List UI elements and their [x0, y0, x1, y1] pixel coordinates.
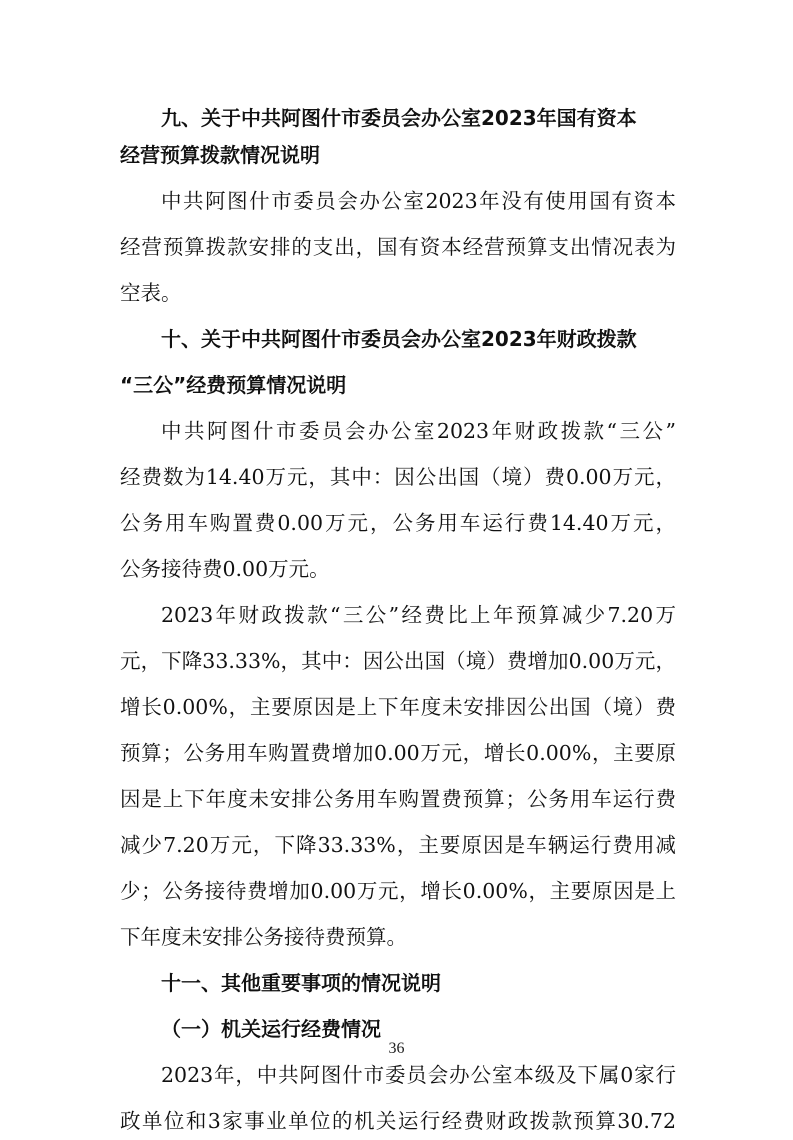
- document-page: [120, 100, 676, 1140]
- section-10-para-2-line: 2023年财政拨款“三公”经费比上年预算减少7.20万: [161, 603, 676, 627]
- section-10-para-2-line: 因是上下年度未安排公务用车购置费预算；公务用车运行费: [120, 787, 676, 811]
- section-10-para-2-line: 预算；公务用车购置费增加0.00万元，增长0.00%，主要原: [120, 741, 676, 765]
- section-9-body-line: 中共阿图什市委员会办公室2023年没有使用国有资本: [161, 189, 676, 213]
- section-10-para-1-line: 中共阿图什市委员会办公室2023年财政拨款“三公”: [161, 419, 676, 443]
- section-10-para-1-line: 经费数为14.40万元，其中：因公出国（境）费0.00万元，: [120, 465, 676, 489]
- section-10-para-2-line: 下年度未安排公务接待费预算。: [120, 925, 407, 949]
- section-9-body-line: 空表。: [120, 281, 182, 305]
- section-9-heading-line-1: 九、关于中共阿图什市委员会办公室2023年国有资本: [161, 106, 637, 130]
- section-10-para-2-line: 减少7.20万元，下降33.33%，主要原因是车辆运行费用减: [120, 833, 676, 857]
- section-10-para-2-line: 增长0.00%，主要原因是上下年度未安排因公出国（境）费: [120, 695, 676, 719]
- section-10-heading-line-1: 十、关于中共阿图什市委员会办公室2023年财政拨款: [161, 327, 637, 351]
- section-11-body-line: 2023年，中共阿图什市委员会办公室本级及下属0家行: [161, 1063, 676, 1087]
- section-11-subheading: （一）机关运行经费情况: [161, 1017, 381, 1041]
- section-11-heading: 十一、其他重要事项的情况说明: [161, 971, 441, 995]
- section-10-para-1-line: 公务接待费0.00万元。: [120, 557, 330, 581]
- page-number: 36: [388, 1040, 405, 1057]
- section-10-para-2-line: 元，下降33.33%，其中：因公出国（境）费增加0.00万元，: [120, 649, 676, 673]
- section-9-heading-line-2: 经营预算拨款情况说明: [120, 143, 320, 167]
- section-10-heading-line-2: “三公”经费预算情况说明: [120, 373, 347, 397]
- section-10-para-2-line: 少；公务接待费增加0.00万元，增长0.00%，主要原因是上: [120, 879, 676, 903]
- section-10-para-1-line: 公务用车购置费0.00万元，公务用车运行费14.40万元，: [120, 511, 676, 535]
- section-11-body-line: 政单位和3家事业单位的机关运行经费财政拨款预算30.72: [120, 1109, 676, 1133]
- section-9-body-line: 经营预算拨款安排的支出，国有资本经营预算支出情况表为: [120, 235, 676, 259]
